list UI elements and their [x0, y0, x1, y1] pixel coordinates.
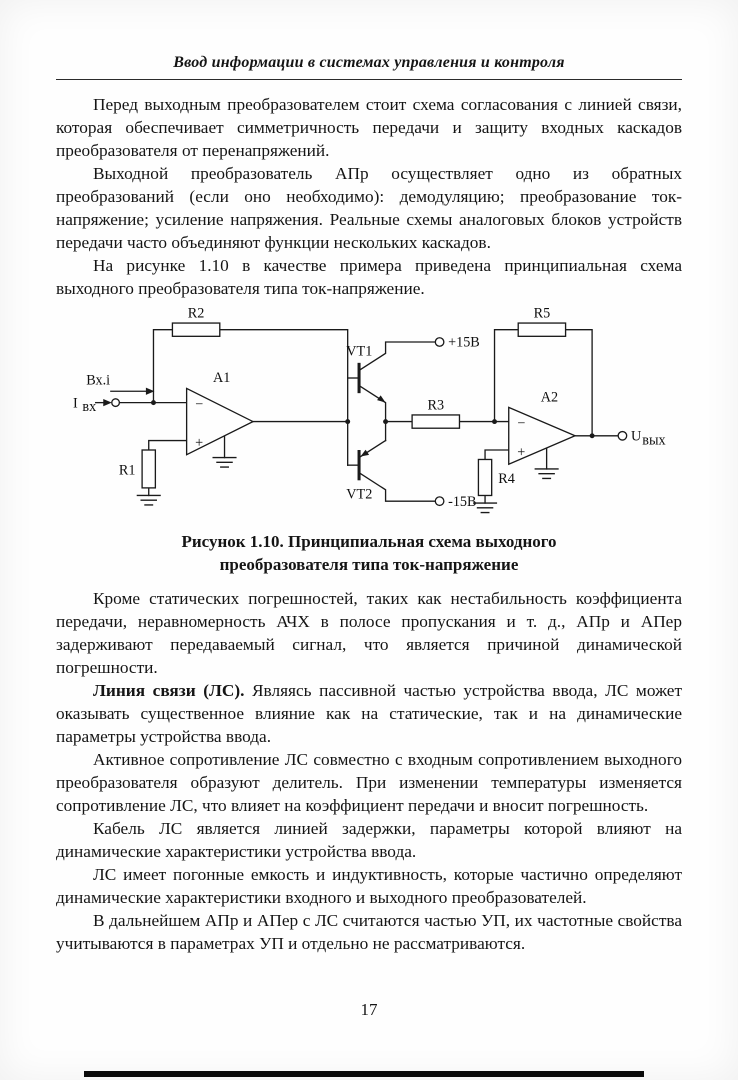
label-r5: R5 [533, 306, 551, 322]
paragraph: На рисунке 1.10 в качестве примера приведена принципиальная схема выходного преобразователя типа ток-напряжение. [56, 256, 682, 298]
label-input-current-sub: вх [82, 399, 97, 416]
running-header-title: Ввод информации в системах управления и контроля [173, 54, 565, 71]
paragraph-lead-bold: Линия связи (ЛС). [93, 681, 253, 700]
ground-icon [474, 503, 497, 512]
a1-noninverting-input-sign: + [195, 435, 204, 452]
label-r4: R4 [498, 471, 515, 488]
paragraph: Кроме статических погрешностей, таких как нестабильность коэффициента передачи, неравномерность АЧХ в полосе пропускания и т. д., АПр и АПер задерживают передаваемый сигнал, что является причиной динамической погрешности. [56, 589, 682, 677]
paragraph: Перед выходным преобразователем стоит схема согласования с линией связи, которая обеспечивает симметричность передачи и защиту входных каскадов преобразователя от перенапряжений. [56, 95, 682, 160]
scan-edge-bar [84, 1071, 644, 1077]
terminal-minus15v [435, 497, 444, 506]
running-header [56, 54, 682, 80]
figure-caption-line1: Рисунок 1.10. Принципиальная схема выходного [181, 532, 557, 551]
label-r3: R3 [427, 397, 445, 414]
paragraph: Выходной преобразователь АПр осуществляет одно из обратных преобразований (если оно необходимо): демодуляцию; преобразование ток-напряжение; усиление напряжения. Реальные схемы аналоговых блоков устройств передачи часто объединяют функции нескольких каскадов. [56, 164, 682, 252]
label-input-designator: Вх.i [86, 372, 111, 389]
current-arrow-icon [103, 399, 112, 406]
resistor-r1 [142, 450, 155, 488]
resistor-r5 [518, 323, 565, 336]
label-vt1: VT1 [346, 343, 373, 360]
paragraph: Кабель ЛС является линией задержки, параметры которой влияют на динамические характеристики устройства ввода. [56, 819, 682, 861]
resistor-r4 [478, 459, 491, 495]
ground-icon [535, 469, 558, 478]
label-a1: А1 [213, 369, 231, 386]
label-minus15v: -15В [448, 493, 477, 510]
figure-caption-line2: преобразователя типа ток-напряжение [219, 555, 519, 574]
label-input-current: I [72, 395, 78, 412]
a1-inverting-input-sign: − [195, 396, 204, 413]
label-vt2: VT2 [346, 486, 373, 503]
label-plus15v: +15В [448, 334, 480, 351]
terminal-plus15v [435, 338, 444, 347]
label-r1: R1 [118, 462, 136, 479]
vt2-emitter-arrow-icon [360, 450, 369, 457]
paragraph-rest: Являясь пассивной частью устройства ввода, ЛС может оказывать существенное влияние как на статические, так и на динамические параметры устройства ввода. [56, 681, 682, 746]
paragraph: ЛС имеет погонные емкость и индуктивность, которые частично определяют динамические характеристики входного и выходного преобразователей. [56, 865, 682, 907]
resistor-r2 [172, 323, 219, 336]
vt1-emitter-arrow-icon [377, 395, 386, 402]
label-output-voltage: U [630, 428, 642, 445]
figure-caption [56, 530, 682, 576]
ground-icon [137, 495, 160, 504]
terminal-output [618, 432, 627, 441]
a2-inverting-input-sign: − [517, 415, 526, 432]
page-number: 17 [360, 1000, 378, 1019]
label-r2: R2 [187, 306, 205, 322]
paragraph: Активное сопротивление ЛС совместно с входным сопротивлением выходного преобразователя образуют делитель. При изменении температуры изменяется сопротивление ЛС, что влияет на коэффициент передачи и вносит погрешность. [56, 750, 682, 815]
figure-1-10 [56, 306, 682, 576]
label-a2: А2 [540, 389, 559, 406]
paragraph: В дальнейшем АПр и АПер с ЛС считаются частью УП, их частотные свойства учитываются в параметрах УП и отдельно не рассматриваются. [56, 911, 682, 953]
resistor-r3 [412, 415, 459, 428]
label-output-voltage-sub: вых [642, 432, 666, 449]
terminal-input [112, 399, 120, 407]
a2-noninverting-input-sign: + [517, 444, 526, 461]
ground-icon [213, 458, 236, 467]
paragraph [56, 679, 682, 748]
circuit-diagram [63, 306, 675, 522]
